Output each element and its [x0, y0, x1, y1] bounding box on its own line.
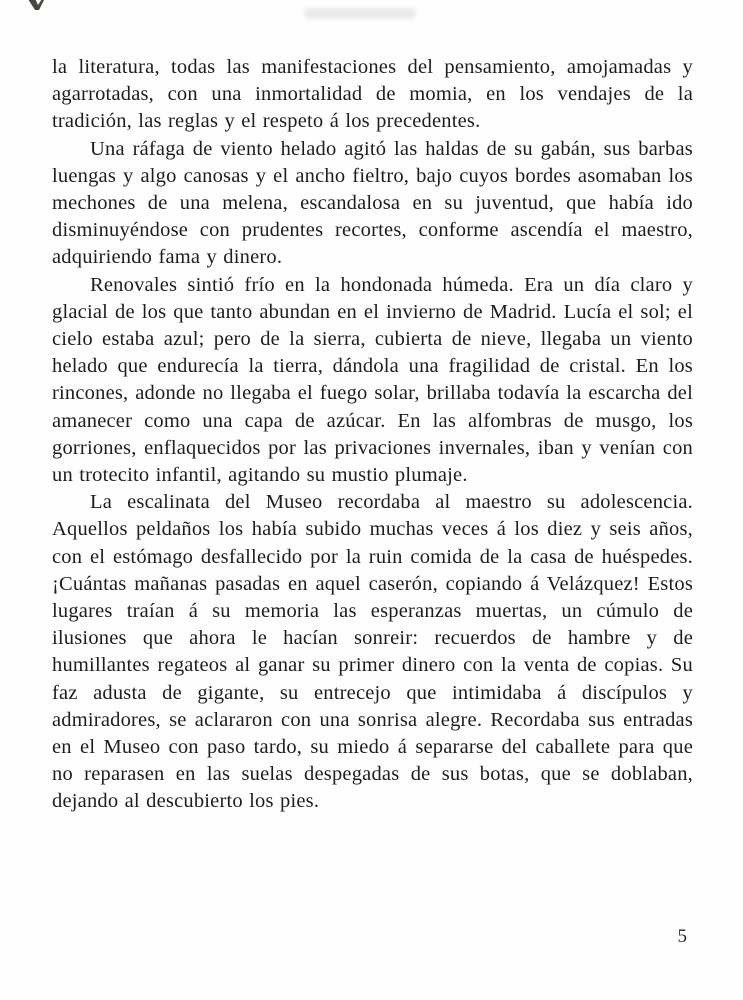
paragraph: la literatura, todas las manifestaciones del pensamiento, amojamadas y agarrotadas, con una inmortalidad de momia, en los vendajes de la tradición, las reglas y el respeto á los precedentes. — [52, 56, 693, 133]
paragraph: Una ráfaga de viento helado agitó las haldas de su gabán, sus barbas luengas y algo canosas y el ancho fieltro, bajo cuyos bordes asomaban los mechones de una melena, escandalosa en su juventud, que había ido disminuyéndose con prudentes recortes, conforme ascendía el maestro, adquiriendo fama y dinero. — [52, 137, 693, 269]
body-text — [52, 54, 693, 816]
paragraph: Renovales sintió frío en la hondonada húmeda. Era un día claro y glacial de los que tanto abundan en el invierno de Madrid. Lucía el sol; el cielo estaba azul; pero de la sierra, cubierta de nieve, llegaba un viento helado que endurecía la tierra, dándola una fragilidad de cristal. En los rincones, adonde no llegaba el fuego solar, brillaba todavía la escarcha del amanecer como una capa de azúcar. En las alfombras de musgo, los gorriones, enflaquecidos por las privaciones invernales, iban y venían con un trotecito infantil, agitando su mustio plumaje. — [52, 273, 693, 487]
ink-bleed-artifact — [305, 8, 415, 19]
paragraph: La escalinata del Museo recordaba al maestro su adolescencia. Aquellos peldaños los había subido muchas veces á los diez y seis años, con el estómago desfallecido por la ruin comida de la casa de huéspedes. ¡Cuántas mañanas pasadas en aquel caserón, copiando á Velázquez! Estos lugares traían á su memoria las esperanzas muertas, un cúmulo de ilusiones que ahora le hacían sonreir: recuerdos de hambre y de humillantes regateos al ganar su primer dinero con la venta de copias. Su faz adusta de gigante, su entrecejo que intimidaba á discípulos y admiradores, se aclararon con una sonrisa alegre. Recordaba sus entradas en el Museo con paso tardo, su miedo á separarse del caballete para que no reparasen en las suelas despegadas de sus botas, que se doblaban, dejando al descubierto los pies. — [52, 491, 693, 813]
page-number: 5 — [677, 926, 687, 947]
corner-ink-mark — [24, 0, 46, 14]
